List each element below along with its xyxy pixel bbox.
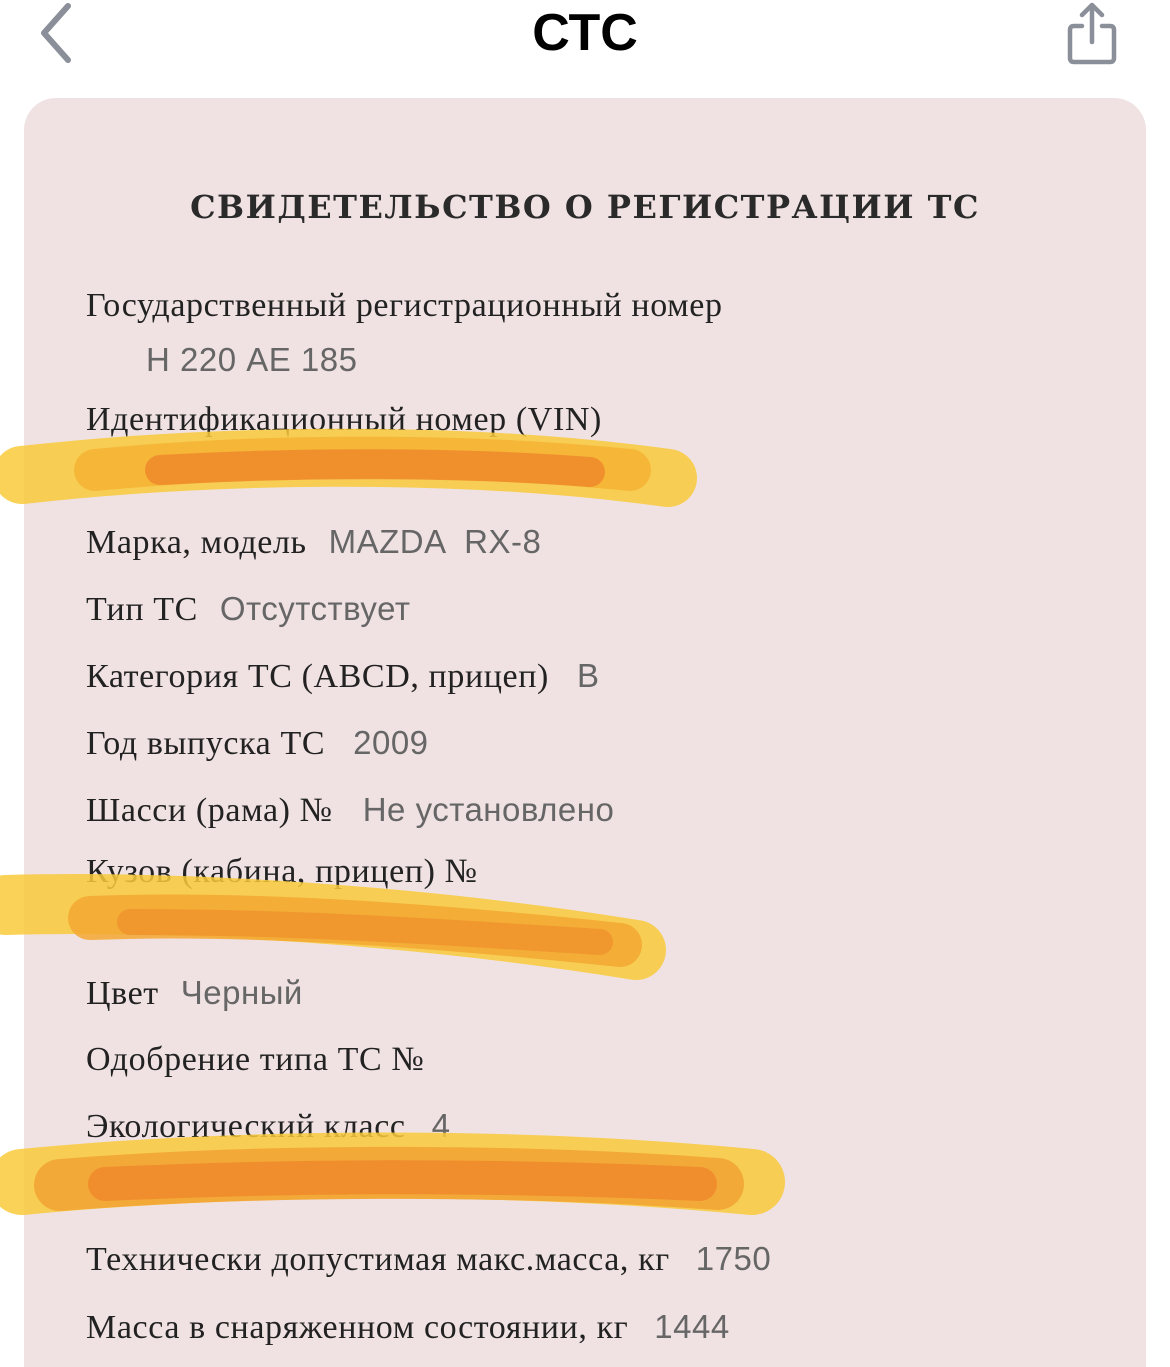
reg-number-label: Государственный регистрационный номер bbox=[86, 287, 723, 324]
category-row bbox=[86, 656, 599, 703]
curb-mass-row bbox=[86, 1307, 730, 1354]
reg-number-row bbox=[86, 286, 723, 332]
vin-row bbox=[86, 400, 602, 446]
type-value: Отсутствует bbox=[219, 590, 411, 627]
color-value: Черный bbox=[180, 974, 303, 1011]
year-row bbox=[86, 723, 429, 770]
max-mass-value: 1750 bbox=[695, 1240, 772, 1277]
eco-class-label: Экологический класс bbox=[86, 1108, 406, 1145]
body-label: Кузов (кабина, прицеп) № bbox=[86, 853, 478, 890]
page-title: СТС bbox=[532, 4, 638, 62]
type-approval-row bbox=[86, 1040, 424, 1086]
make-model-label: Марка, модель bbox=[86, 524, 307, 561]
max-mass-label: Технически допустимая макс.масса, кг bbox=[86, 1241, 670, 1278]
chassis-value: Не установлено bbox=[362, 791, 615, 828]
year-label: Год выпуска ТС bbox=[86, 725, 326, 762]
reg-number-value: Н 220 АЕ 185 bbox=[146, 341, 358, 378]
type-label: Тип ТС bbox=[86, 591, 198, 628]
eco-class-row bbox=[86, 1106, 450, 1153]
color-label: Цвет bbox=[86, 975, 159, 1012]
curb-mass-value: 1444 bbox=[654, 1308, 730, 1345]
chassis-row bbox=[86, 790, 614, 837]
share-button[interactable] bbox=[1060, 0, 1124, 68]
category-label: Категория ТС (ABCD, прицеп) bbox=[86, 658, 549, 695]
curb-mass-label: Масса в снаряженном состоянии, кг bbox=[86, 1309, 629, 1346]
body-row bbox=[86, 852, 478, 898]
color-row bbox=[86, 973, 303, 1020]
make-model-value: MAZDA RX-8 bbox=[328, 523, 542, 560]
type-row bbox=[86, 589, 410, 636]
eco-class-value: 4 bbox=[431, 1107, 451, 1144]
document-title: СВИДЕТЕЛЬСТВО О РЕГИСТРАЦИИ ТС bbox=[190, 188, 980, 226]
nav-bar bbox=[0, 0, 1170, 80]
max-mass-row bbox=[86, 1239, 771, 1286]
vin-label: Идентификационный номер (VIN) bbox=[86, 401, 602, 438]
make-model-row bbox=[86, 522, 541, 569]
year-value: 2009 bbox=[353, 724, 429, 761]
type-approval-label: Одобрение типа ТС № bbox=[86, 1041, 425, 1078]
share-icon bbox=[1064, 2, 1120, 66]
category-value: B bbox=[576, 657, 600, 694]
chassis-label: Шасси (рама) № bbox=[86, 792, 333, 829]
